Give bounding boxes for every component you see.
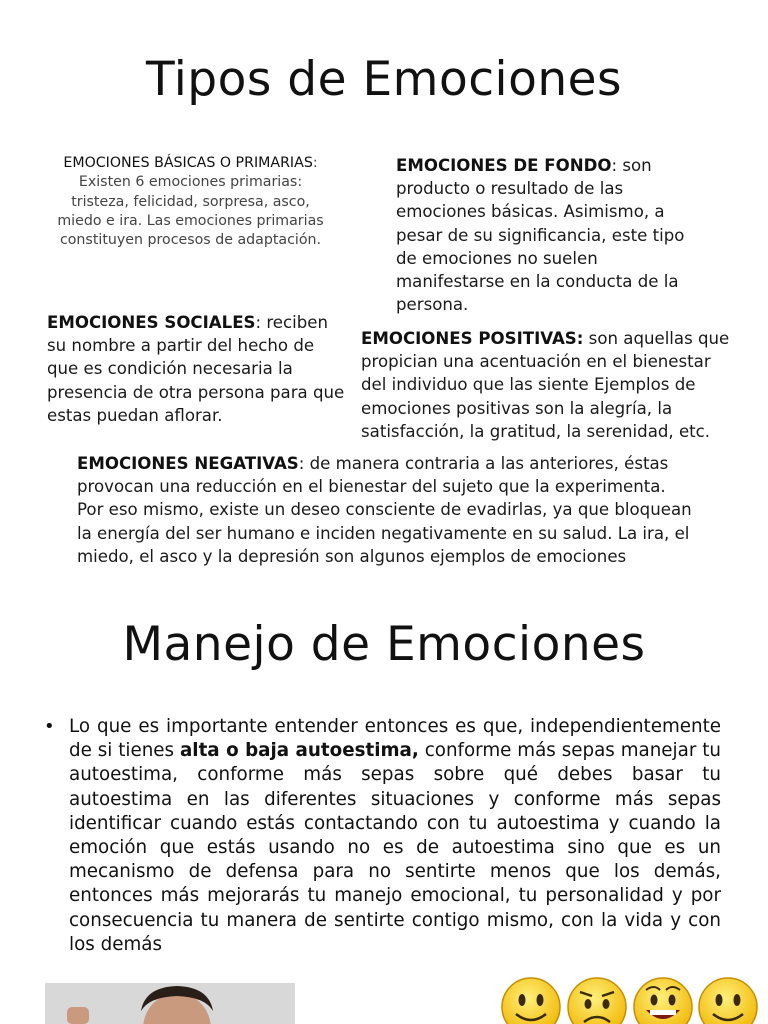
social-emotions-body: : reciben su nombre a partir del hecho de que es condición necesaria la presencia de otra persona para que estas puedan aflorar. [47,313,345,425]
paragraph-part-1: Lo que es importante entender entonces es que, independientemente de si tienes [69,716,721,762]
basic-emotions-body: : Existen 6 emociones primarias: tristeza, felicidad, sorpresa, asco, miedo e ira. Las emociones primarias constituyen procesos de adaptación. [57,155,324,249]
basic-emotions-text [48,154,333,250]
background-emotions-label: EMOCIONES DE FONDO [396,156,612,175]
background-emotions-body: : son producto o resultado de las emociones básicas. Asimismo, a pesar de su significancia, este tipo de emociones no suelen manifestarse en la conducta de la persona. [396,156,685,315]
slide2-title: Manejo de Emociones [122,617,646,672]
bullet-marker: • [44,716,55,737]
background-emotions-text [396,154,686,332]
slide1-title: Tipos de Emociones [145,52,623,107]
grinning-smiley-icon [632,976,694,1024]
social-emotions-label: EMOCIONES SOCIALES [47,313,256,332]
emotion-management-paragraph [69,715,721,957]
paragraph-part-2: conforme más sepas manejar tu autoestima, conforme más sepas sobre qué debes basar tu autoestima en las diferentes situaciones y conforme más sepas identificar cuando estás contactando con tu autoestima y cuando la emoción que estás usando no es de autoestima sino que es un mecanismo de defensa para no sentirte menos que los demás, entonces más mejorarás tu manejo emocional, tu personalidad y por consecuencia tu manera de sentirte contigo mismo, con la vida y con los demás [69,740,721,955]
sad-smiley-icon [566,976,628,1024]
man-photo-graphic [45,983,295,1024]
negative-emotions-body: : de manera contraria a las anteriores, éstas provocan una reducción en el bienestar del sujeto que la experimenta. Por eso mismo, existe un deseo consciente de evadirlas, ya que bloquean la energía del ser humano e inciden negativamente en su salud. La ira, el miedo, el asco y la depresión son algunos ejemplos de emociones [77,454,692,566]
happy-smiley-icon-2 [697,976,759,1024]
positive-emotions-label: EMOCIONES POSITIVAS: [361,329,584,348]
positive-emotions-body: son aquellas que propician una acentuación en el bienestar del individuo que las siente Ejemplos de emociones positivas son la alegría, la satisfacción, la gratitud, la serenidad, etc. [361,329,730,441]
negative-emotions-label: EMOCIONES NEGATIVAS [77,454,299,473]
negative-emotions-text [77,452,697,578]
happy-smiley-icon [500,976,562,1024]
social-emotions-text [47,311,347,427]
man-photo [45,983,295,1024]
paragraph-bold: alta o baja autoestima, [179,740,419,762]
basic-emotions-label: EMOCIONES BÁSICAS O PRIMARIAS [63,155,313,171]
